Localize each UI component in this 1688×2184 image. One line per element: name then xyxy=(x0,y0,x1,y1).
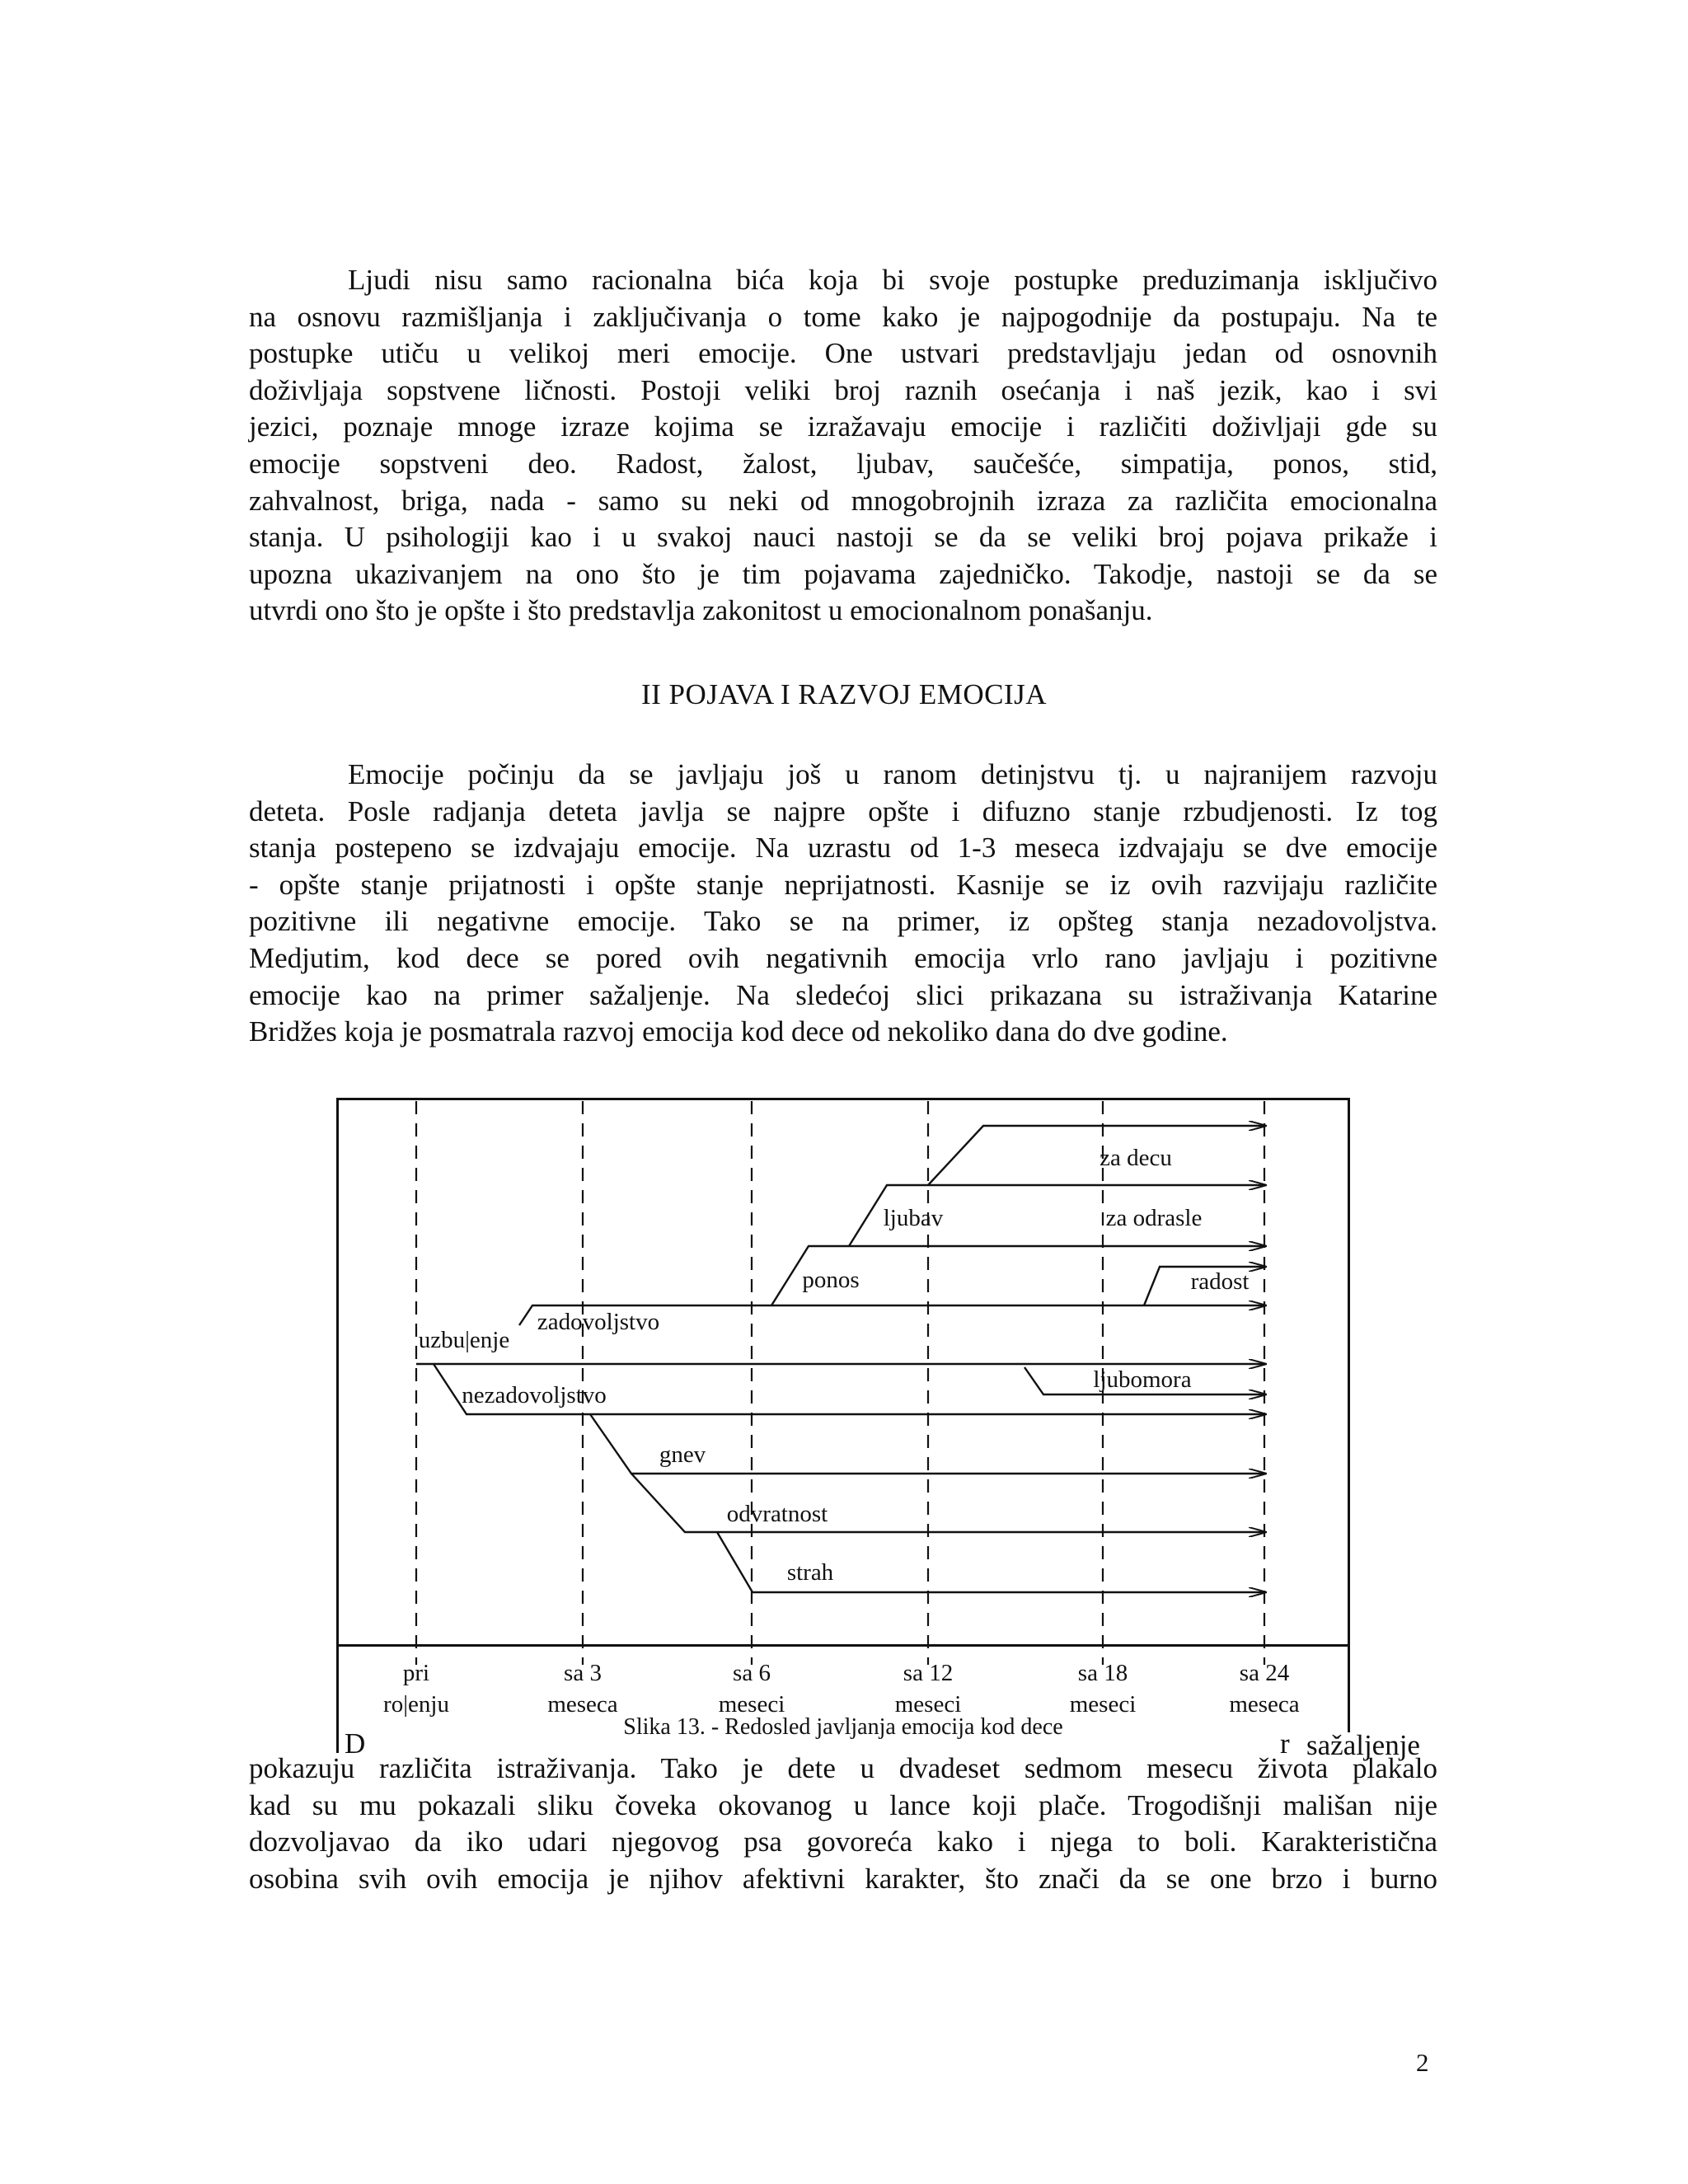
emotion-development-figure xyxy=(336,1098,1350,1753)
axis-label-line1: sa 12 xyxy=(903,1660,954,1686)
axis-label-line1: sa 6 xyxy=(733,1660,771,1686)
label-odvratnost: odvratnost xyxy=(726,1501,828,1527)
label-za-decu: za decu xyxy=(1100,1145,1172,1171)
continuation-paragraph xyxy=(249,1750,1437,1897)
intro-paragraph xyxy=(249,262,1437,630)
label-gnev: gnev xyxy=(659,1441,706,1468)
text-line: kad su mu pokazali sliku čoveka okovanog u lance koji plače. Trogodišnji mališan nije xyxy=(249,1788,1437,1821)
overlap-fragment-right: r xyxy=(1280,1727,1290,1753)
text-line: deteta. Posle radjanja deteta javlja se najpre opšte i difuzno stanje rzbudjenosti. Iz tog xyxy=(249,794,1437,827)
axis-label-line2: ro|enju xyxy=(383,1691,449,1718)
text-line: pozitivne ili negativne emocije. Tako se na primer, iz opšteg stanja nezadovoljstva. xyxy=(249,905,1437,938)
emotion-branches xyxy=(416,1126,1266,1592)
text-line: osobina svih ovih emocija je njihov afektivni karakter, što znači da se one brzo i burno xyxy=(249,1862,1437,1895)
label-zadovoljstvo: zadovoljstvo xyxy=(537,1309,660,1335)
text-line: Emocije počinju da se javljaju još u ranom detinjstvu tj. u najranijem razvoju xyxy=(348,758,1437,790)
section-heading: II POJAVA I RAZVOJ EMOCIJA xyxy=(640,678,1048,710)
text-line: zahvalnost, briga, nada - samo su neki od mnogobrojnih izraza za različita emocionalna xyxy=(249,484,1437,517)
axis-label-line1: sa 18 xyxy=(1077,1660,1128,1686)
axis-label-line1: sa 24 xyxy=(1239,1660,1290,1686)
text-fragment: sažaljenje xyxy=(1306,1729,1420,1761)
axis-label-line2: meseci xyxy=(718,1691,785,1718)
emotions-paragraph xyxy=(249,757,1437,1051)
text-line: Medjutim, kod dece se pored ovih negativnih emocija vrlo rano javljaju i pozitivne xyxy=(249,941,1437,974)
text-line: postupke utiču u velikoj meri emocije. One ustvari predstavljaju jedan od osnovnih xyxy=(249,337,1437,370)
text-line: emocije sopstveni deo. Radost, žalost, ljubav, saučešće, simpatija, ponos, stid, xyxy=(249,447,1437,480)
axis-label-line2: meseci xyxy=(1069,1691,1137,1718)
time-axis-labels xyxy=(383,1660,1300,1718)
text-line: jezici, poznaje mnoge izraze kojima se izražavaju emocije i različiti doživljaji gde su xyxy=(249,410,1437,443)
figure-frame xyxy=(338,1099,1349,1646)
axis-label-line1: sa 3 xyxy=(564,1660,602,1686)
axis-label-line2: meseca xyxy=(547,1691,618,1718)
text-line: stanja postepeno se izdvajaju emocije. Na uzrastu od 1-3 meseca izdvajaju se dve emocije xyxy=(249,832,1437,865)
axis-label-line2: meseca xyxy=(1229,1691,1300,1718)
text-line: pokazuju različita istraživanja. Tako je dete u dvadeset sedmom mesecu života plakalo xyxy=(249,1752,1437,1784)
label-radost: radost xyxy=(1190,1268,1250,1295)
label-ponos: ponos xyxy=(802,1267,860,1293)
text-line: dozvoljavao da iko udari njegovog psa govoreća kako i njega to boli. Karakteristična xyxy=(249,1825,1437,1858)
label-strah: strah xyxy=(786,1559,834,1586)
page-number: 2 xyxy=(1416,2048,1429,2077)
axis-label-line1: pri xyxy=(402,1660,430,1686)
text-line: na osnovu razmišljanja i zaključivanja o tome kako je najpogodnije da postupaju. Na te xyxy=(249,300,1437,333)
text-line: doživljaja sopstvene ličnosti. Postoji veliki broj raznih osećanja i naš jezik, kao i svi xyxy=(249,373,1437,406)
text-line: Bridžes koja je posmatrala razvoj emocija kod dece od nekoliko dana do dve godine. xyxy=(249,1015,1228,1048)
figure-caption: Slika 13. - Redosled javljanja emocija kod dece xyxy=(623,1714,1063,1740)
label-nezadovoljstvo: nezadovoljstvo xyxy=(462,1382,607,1408)
label-ljubav: ljubav xyxy=(883,1205,944,1231)
text-line: emocije kao na primer sažaljenje. Na sledećoj slici prikazana su istraživanja Katarine xyxy=(249,978,1437,1011)
label-ljubomora: ljubomora xyxy=(1093,1366,1192,1393)
axis-label-line2: meseci xyxy=(894,1691,962,1718)
overlap-fragment-left: D xyxy=(345,1727,366,1753)
text-line: stanja. U psihologiji kao i u svakoj nauci nastoji se da se veliki broj pojava prikaže i xyxy=(249,521,1437,554)
label-za-odrasle: za odrasle xyxy=(1105,1205,1203,1231)
text-line: Ljudi nisu samo racionalna bića koja bi svoje postupke preduzimanja isključivo xyxy=(348,264,1437,296)
branch-za-decu xyxy=(928,1126,1266,1185)
text-line: upozna ukazivanjem na ono što je tim pojavama zajedničko. Takodje, nastoji se da se xyxy=(249,557,1437,590)
text-line: utvrdi ono što je opšte i što predstavlja zakonitost u emocionalnom ponašanju. xyxy=(249,594,1153,627)
text-line: - opšte stanje prijatnosti i opšte stanje neprijatnosti. Kasnije se iz ovih razvijaju različite xyxy=(249,868,1437,901)
label-uzbudjenje: uzbu|enje xyxy=(418,1327,510,1353)
